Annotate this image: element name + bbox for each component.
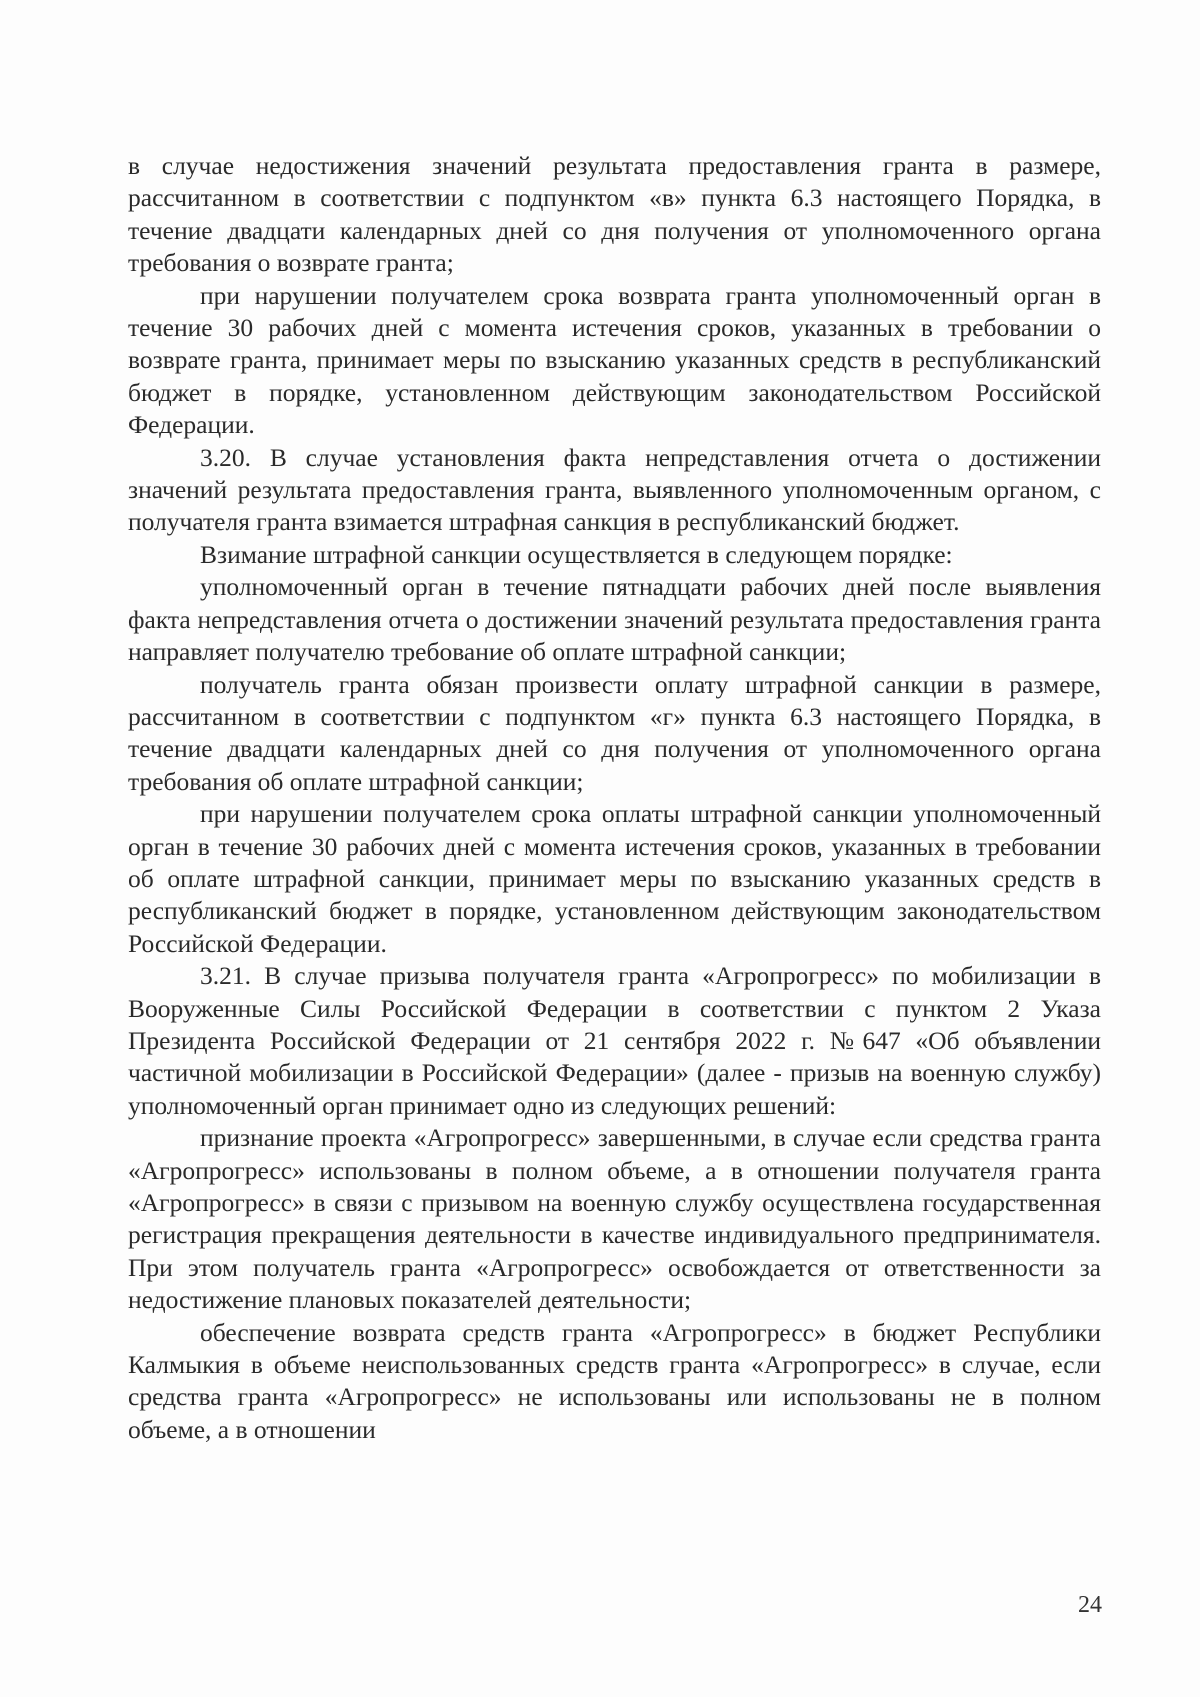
paragraph-0: в случае недостижения значений результата предоставления гранта в размере, рассчитанном в соответствии с подпунктом «в» пункта 6.3 настоящего Порядка, в течение двадцати календарных дней со дня получения от уполномоченного органа требования о возврате гранта; [128, 151, 1101, 278]
paragraph-3: Взимание штрафной санкции осуществляется в следующем порядке: [200, 539, 953, 569]
paragraph-7: 3.21. В случае призыва получателя гранта «Агропрогресс» по мобилизации в Вооруженные Силы Российской Федерации в соответствии с пунктом 2 Указа Президента Российской Федерации от 21 сентября 2022 г. №647 «Об объявлении частичной мобилизации в Российской Федерации» (далее - призыв на военную службу) уполномоченный орган принимает одно из следующих решений: [128, 961, 1101, 1120]
paragraph-2: 3.20. В случае установления факта непредставления отчета о достижении значений результата предоставления гранта, выявленного уполномоченным органом, с получателя гранта взимается штрафная санкция в республиканский бюджет. [128, 442, 1101, 537]
paragraph-5: получатель гранта обязан произвести оплату штрафной санкции в размере, рассчитанном в соответствии с подпунктом «г» пункта 6.3 настоящего Порядка, в течение двадцати календарных дней со дня получения от уполномоченного органа требования об оплате штрафной санкции; [128, 669, 1101, 796]
paragraph-1: при нарушении получателем срока возврата гранта уполномоченный орган в течение 30 рабочих дней с момента истечения сроков, указанных в требовании о возврате гранта, принимает меры по взысканию указанных средств в республиканский бюджет в порядке, установленном действующим законодательством Российской Федерации. [128, 280, 1101, 440]
page-number: 24 [1078, 1592, 1102, 1618]
document-body [128, 150, 1101, 1446]
paragraph-4: уполномоченный орган в течение пятнадцати рабочих дней после выявления факта непредставления отчета о достижении значений результата предоставления гранта направляет получателю требование об оплате штрафной санкции; [128, 572, 1101, 667]
paragraph-9: обеспечение возврата средств гранта «Агропрогресс» в бюджет Республики Калмыкия в объеме неиспользованных средств гранта «Агропрогресс» в случае, если средства гранта «Агропрогресс» не использованы или использованы не в полном объеме, а в отношении [128, 1317, 1101, 1444]
paragraph-6: при нарушении получателем срока оплаты штрафной санкции уполномоченный орган в течение 30 рабочих дней с момента истечения сроков, указанных в требовании об оплате штрафной санкции, принимает меры по взысканию указанных средств в республиканский бюджет в порядке, установленном действующим законодательством Российской Федерации. [128, 799, 1101, 958]
paragraph-8: признание проекта «Агропрогресс» завершенными, в случае если средства гранта «Агропрогресс» использованы в полном объеме, а в отношении получателя гранта «Агропрогресс» в связи с призывом на военную службу осуществлена государственная регистрация прекращения деятельности в качестве индивидуального предпринимателя. При этом получатель гранта «Агропрогресс» освобождается от ответственности за недостижение плановых показателей деятельности; [128, 1123, 1101, 1315]
